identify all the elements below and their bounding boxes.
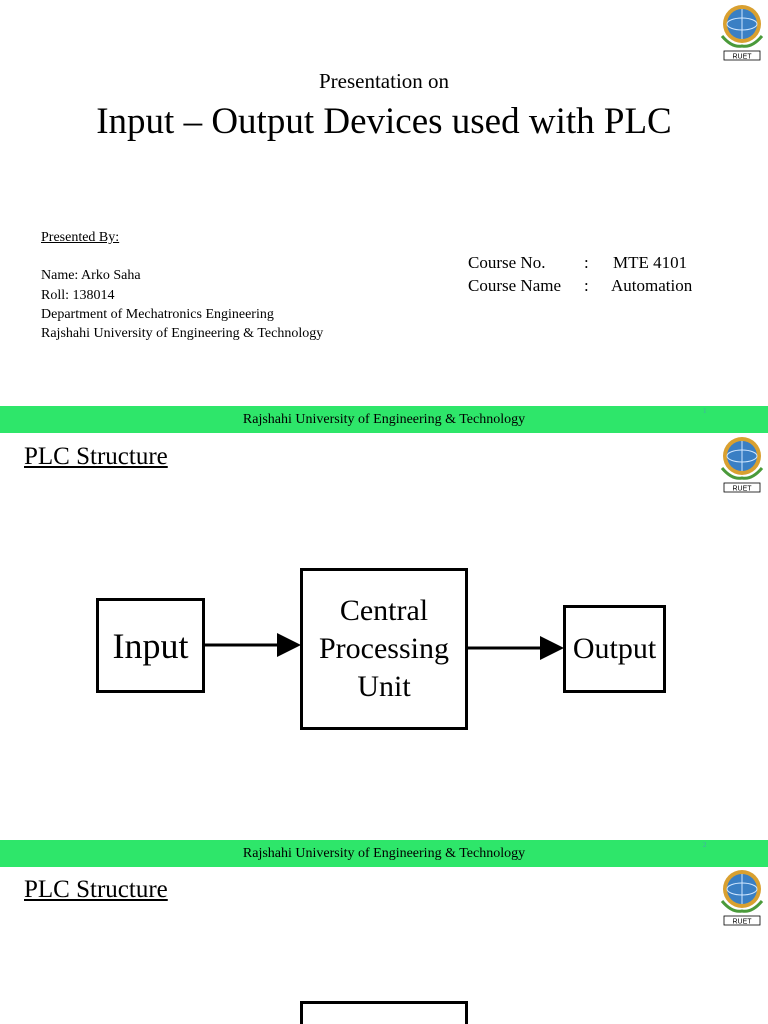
course-name-colon: : <box>584 276 589 295</box>
presented-by-label: Presented By: <box>41 230 120 245</box>
output-block <box>563 605 666 693</box>
footer-text: Rajshahi University of Engineering & Technology <box>242 846 526 861</box>
input-block-label: Input <box>112 625 189 666</box>
ruet-logo <box>718 2 766 62</box>
slide-heading: PLC Structure <box>24 443 168 470</box>
slide-footer <box>0 840 768 867</box>
cpu-label-line3: Unit <box>357 670 411 703</box>
course-no-value: MTE 4101 <box>613 253 688 272</box>
logo-text: RUET <box>732 918 752 926</box>
presenter-roll: Roll: 138014 <box>41 288 115 303</box>
slide-heading: PLC Structure <box>24 876 168 903</box>
presentation-on-label: Presentation on <box>318 69 450 93</box>
logo-text: RUET <box>732 485 752 493</box>
presenter-university: Rajshahi University of Engineering & Technology <box>41 326 324 341</box>
input-block <box>96 598 205 693</box>
plc-structure-slide <box>0 434 768 840</box>
presenter-department: Department of Mechatronics Engineering <box>41 307 274 322</box>
logo-text: RUET <box>732 53 752 61</box>
course-name-value: Automation <box>611 276 693 295</box>
course-no-colon: : <box>584 253 589 272</box>
cpu-block <box>300 568 468 730</box>
cpu-label-line1: Central <box>339 594 429 627</box>
course-name-label: Course Name <box>468 276 562 295</box>
cpu-block-partial <box>300 1001 468 1024</box>
page-number: 1 <box>703 407 707 415</box>
footer-text: Rajshahi University of Engineering & Technology <box>242 412 526 427</box>
presenter-name: Name: Arko Saha <box>41 268 141 283</box>
course-no-label: Course No. <box>468 253 546 272</box>
slide-footer <box>0 406 768 433</box>
cpu-label-line2: Processing <box>319 632 449 665</box>
presentation-title: Input – Output Devices used with PLC <box>96 101 672 142</box>
ruet-logo <box>718 867 766 927</box>
plc-structure-slide-2 <box>0 867 768 1024</box>
title-slide <box>0 0 768 406</box>
output-block-label: Output <box>572 632 657 665</box>
page-number: 2 <box>703 841 707 849</box>
